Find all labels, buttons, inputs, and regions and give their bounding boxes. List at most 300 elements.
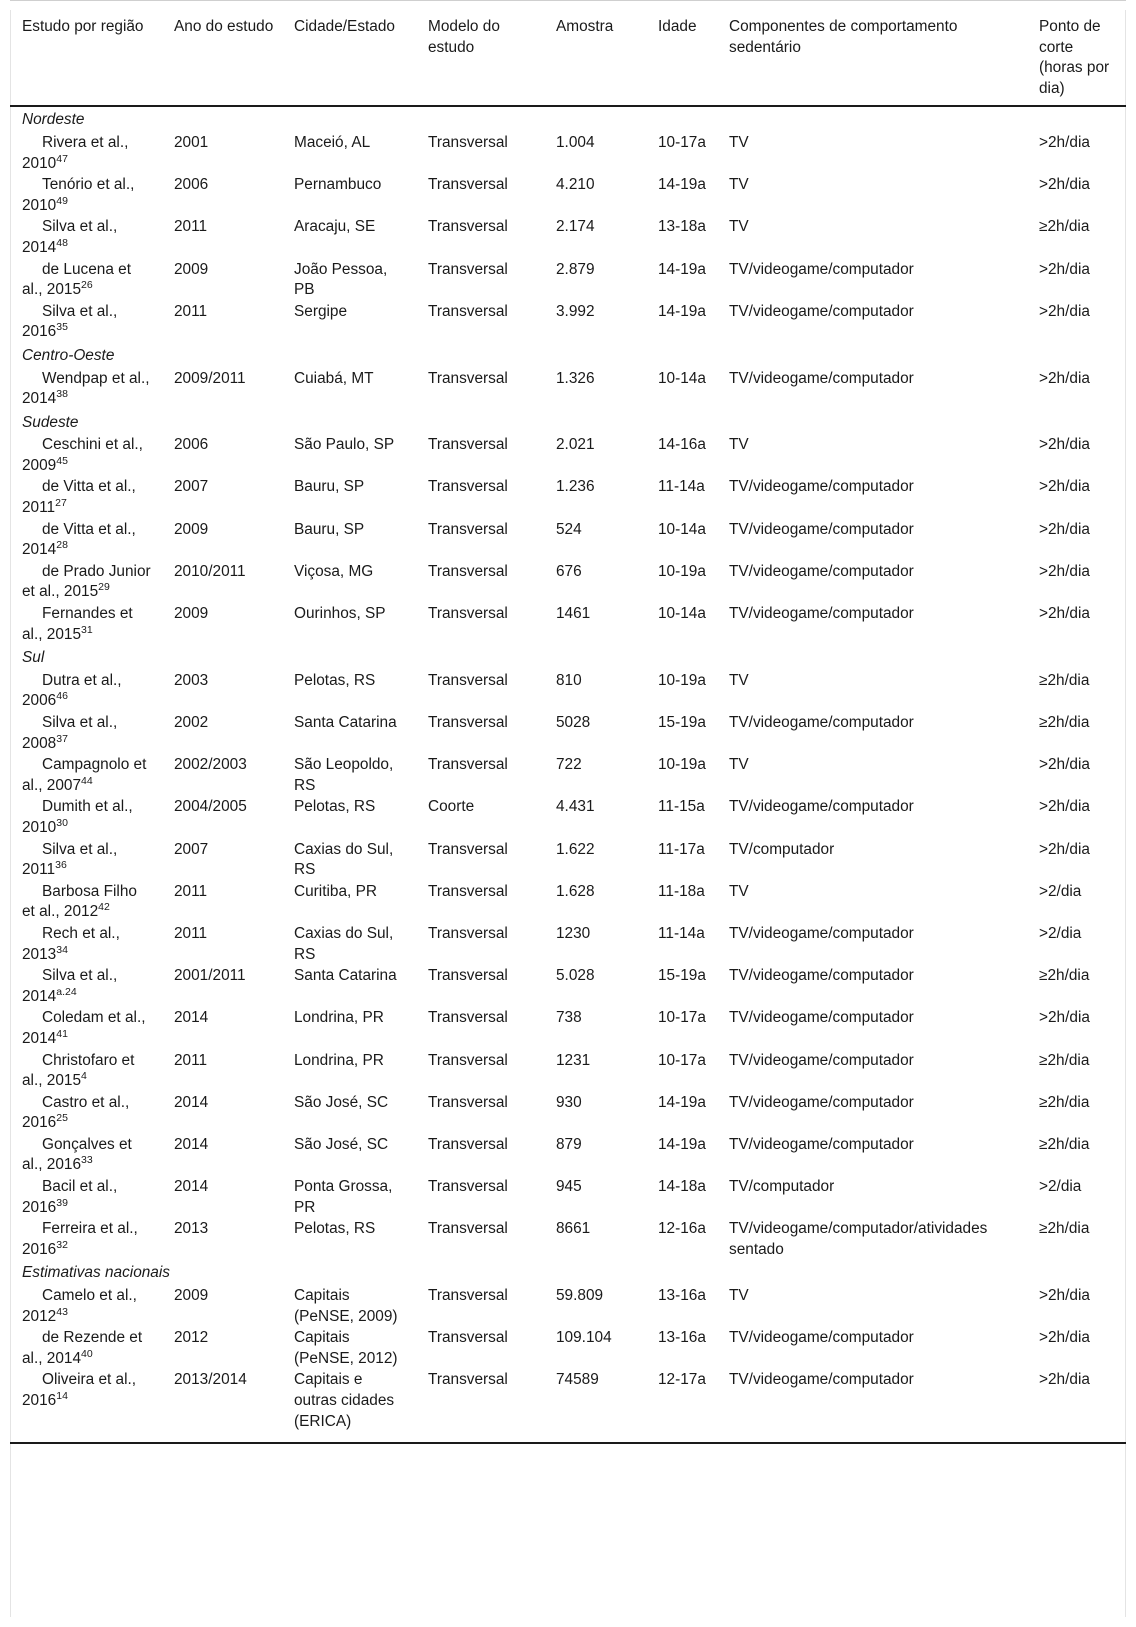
- cell-components: TV: [729, 176, 749, 194]
- cell-place: Cuiabá, MT: [294, 369, 374, 387]
- cell-model: Transversal: [428, 1135, 508, 1153]
- cell-age: 10-14a: [658, 369, 706, 387]
- cell-year: 2004/2005: [174, 798, 247, 816]
- cell-age: 14-19a: [658, 176, 706, 194]
- cell-age: 13-16a: [658, 1329, 706, 1347]
- cell-sample: 4.431: [556, 798, 595, 816]
- cell-place: Santa Catarina: [294, 967, 397, 985]
- cell-study: [10, 713, 162, 755]
- cell-place: Pelotas, RS: [294, 671, 376, 689]
- table-row: [10, 882, 1126, 924]
- cell-model: Transversal: [428, 176, 508, 194]
- header-place: Cidade/Estado: [282, 1, 416, 107]
- header-sample: Amostra: [544, 1, 646, 107]
- cell-study: [10, 1135, 162, 1177]
- cell-year: 2001/2011: [174, 967, 246, 985]
- header-year: Ano do estudo: [162, 1, 282, 107]
- study-citation: Silva et al., 2014: [22, 218, 118, 256]
- cell-place: Londrina, PR: [294, 1009, 384, 1027]
- cell-year: 2014: [174, 1093, 209, 1111]
- region-label: Centro-Oeste: [22, 346, 115, 364]
- cell-age: 10-14a: [658, 605, 706, 623]
- cell-components: TV/videogame/computador: [729, 1329, 914, 1347]
- reference-number: a.24: [56, 985, 77, 998]
- study-citation: Gonçalves et al., 2016: [22, 1135, 132, 1174]
- cell-year: 2002/2003: [174, 756, 247, 774]
- cell-sample: 2.021: [556, 436, 595, 454]
- table-row: [10, 966, 1126, 1008]
- cell-age: 11-15a: [658, 798, 705, 816]
- reference-number: 43: [56, 1305, 68, 1318]
- table-row: [10, 520, 1126, 562]
- cell-age: 15-19a: [658, 714, 706, 731]
- cell-study: [10, 217, 162, 259]
- cell-cutoff: ≥2h/dia: [1039, 714, 1090, 731]
- cell-year: 2011: [174, 924, 208, 942]
- cell-age: 11-18a: [658, 882, 705, 900]
- study-citation: de Rezende et al., 2014: [22, 1329, 143, 1367]
- cell-study: [10, 520, 162, 562]
- cell-model: Transversal: [428, 260, 508, 278]
- cell-cutoff: >2h/dia: [1039, 369, 1090, 387]
- cell-components: TV/computador: [729, 840, 835, 858]
- cell-year: 2013/2014: [162, 1370, 282, 1443]
- cell-components: TV/videogame/computador/atividades sentado: [729, 1220, 988, 1258]
- cell-components: TV/videogame/computador: [729, 714, 914, 731]
- cell-sample: 930: [556, 1093, 582, 1111]
- cell-place: São Leopoldo, RS: [294, 756, 394, 794]
- cell-study: [10, 840, 162, 882]
- cell-cutoff: >2h/dia: [1039, 478, 1090, 496]
- cell-place: Sergipe: [294, 302, 348, 320]
- table-row: [10, 260, 1126, 302]
- cell-model: Transversal: [428, 840, 508, 858]
- cell-model: Transversal: [428, 967, 508, 985]
- cell-age: 11-17a: [658, 840, 705, 858]
- reference-number: 29: [98, 581, 110, 594]
- cell-cutoff: ≥2h/dia: [1039, 1220, 1090, 1238]
- study-citation: Silva et al., 2016: [22, 302, 118, 341]
- cell-components: TV: [729, 218, 749, 236]
- study-citation: Rech et al., 2013: [22, 924, 120, 963]
- cell-age: 10-17a: [658, 1051, 706, 1069]
- region-row: [10, 1261, 1126, 1286]
- cell-model: Transversal: [428, 436, 508, 454]
- table-row: [10, 217, 1126, 259]
- table-row: [10, 1093, 1126, 1135]
- cell-age: 10-19a: [658, 671, 706, 689]
- cell-study: [10, 882, 162, 924]
- cell-place: Caxias do Sul, RS: [294, 840, 394, 879]
- cell-model: Transversal: [428, 671, 508, 689]
- cell-sample: 1461: [556, 605, 591, 623]
- cell-year: 2001: [174, 133, 209, 151]
- cell-year: 2003: [174, 671, 209, 689]
- cell-sample: 1230: [556, 924, 591, 942]
- region-label: Nordeste: [22, 111, 85, 129]
- cell-study: [10, 369, 162, 411]
- cell-model: Transversal: [428, 302, 508, 320]
- cell-model: Transversal: [428, 924, 508, 942]
- cell-sample: 524: [556, 520, 582, 538]
- cell-cutoff: >2h/dia: [1039, 302, 1090, 320]
- reference-number: 37: [56, 732, 68, 745]
- cell-study: [10, 671, 162, 713]
- cell-age: 12-16a: [658, 1220, 706, 1238]
- table-row: [10, 797, 1126, 839]
- cell-age: 10-19a: [658, 756, 706, 774]
- reference-number: 27: [55, 496, 67, 509]
- cell-sample: 810: [556, 671, 582, 689]
- cell-cutoff: >2h/dia: [1039, 260, 1090, 278]
- cell-sample: 74589: [544, 1370, 646, 1443]
- cell-year: 2007: [174, 840, 209, 858]
- study-citation: Campagnolo et al., 2007: [22, 756, 147, 794]
- cell-study: [10, 966, 162, 1008]
- study-citation: Dutra et al., 2006: [22, 671, 122, 710]
- studies-table-container: [10, 0, 1126, 1444]
- cell-year: 2011: [174, 218, 208, 236]
- cell-place: Ponta Grossa, PR: [294, 1178, 393, 1216]
- cell-cutoff: >2h/dia: [1039, 520, 1090, 538]
- cell-cutoff: >2h/dia: [1039, 1009, 1090, 1027]
- cell-sample: 109.104: [556, 1329, 612, 1347]
- cell-components: TV/videogame/computador: [729, 302, 914, 320]
- cell-components: TV/videogame/computador: [729, 967, 914, 985]
- header-cutoff: Ponto de corte (horas por dia): [1027, 1, 1126, 107]
- reference-number: 40: [81, 1347, 93, 1360]
- cell-components: TV/videogame/computador: [729, 1051, 914, 1069]
- table-row: [10, 1328, 1126, 1370]
- cell-sample: 8661: [556, 1220, 591, 1238]
- header-components: Componentes de comportamento sedentário: [717, 1, 1027, 107]
- cell-sample: 5.028: [556, 967, 595, 985]
- study-citation: de Lucena et al., 2015: [22, 260, 131, 299]
- cell-year: 2011: [174, 1051, 208, 1069]
- cell-cutoff: ≥2h/dia: [1039, 1135, 1090, 1153]
- cell-study: [10, 1051, 162, 1093]
- cell-components: TV/videogame/computador: [729, 260, 914, 278]
- cell-sample: 1.326: [556, 369, 595, 387]
- cell-year: 2014: [174, 1178, 209, 1196]
- cell-model: Transversal: [428, 882, 508, 900]
- cell-place: Curitiba, PR: [294, 882, 377, 900]
- cell-place: Capitais (PeNSE, 2012): [294, 1329, 398, 1367]
- cell-place: Aracaju, SE: [294, 218, 376, 236]
- table-body: [10, 106, 1126, 1443]
- table-row: [10, 671, 1126, 713]
- reference-number: 44: [81, 774, 93, 787]
- cell-age: 14-18a: [658, 1178, 706, 1196]
- cell-place: Bauru, SP: [294, 520, 365, 538]
- region-label: Estimativas nacionais: [22, 1264, 170, 1282]
- cell-model: Transversal: [428, 218, 508, 236]
- cell-cutoff: ≥2h/dia: [1039, 671, 1090, 689]
- study-citation: Coledam et al., 2014: [22, 1009, 146, 1047]
- cell-cutoff: >2h/dia: [1039, 176, 1090, 194]
- reference-number: 42: [98, 901, 110, 914]
- cell-model: Transversal: [428, 478, 508, 496]
- cell-sample: 1.622: [556, 840, 595, 858]
- cell-place: Bauru, SP: [294, 478, 365, 496]
- cell-age: 11-14a: [658, 924, 705, 942]
- studies-table: [10, 0, 1126, 1444]
- cell-components: TV/videogame/computador: [729, 1009, 914, 1027]
- study-citation: Fernandes et al., 2015: [22, 605, 133, 643]
- cell-sample: 1.004: [556, 133, 595, 151]
- cell-year: 2006: [174, 436, 209, 454]
- cell-model: Transversal: [428, 1178, 508, 1196]
- study-citation: Dumith et al., 2010: [22, 798, 133, 836]
- cell-place: Caxias do Sul, RS: [294, 924, 394, 963]
- cell-sample: 3.992: [556, 302, 595, 320]
- table-row: [10, 562, 1126, 604]
- cell-model: Transversal: [428, 756, 508, 774]
- cell-cutoff: >2/dia: [1039, 924, 1082, 942]
- table-header: [10, 1, 1126, 107]
- cell-place: São Paulo, SP: [294, 436, 395, 454]
- cell-year: 2010/2011: [174, 562, 246, 580]
- reference-number: 49: [56, 194, 68, 207]
- cell-age: 13-18a: [658, 218, 706, 236]
- cell-study: [10, 175, 162, 217]
- table-row: [10, 1051, 1126, 1093]
- cell-components: TV/videogame/computador: [717, 1370, 1027, 1443]
- cell-study: [10, 1219, 162, 1261]
- cell-age: 14-19a: [658, 260, 706, 278]
- cell-components: TV: [729, 671, 749, 689]
- cell-study: [10, 1328, 162, 1370]
- table-row: [10, 1370, 1126, 1443]
- cell-model: Transversal: [428, 1009, 508, 1027]
- study-citation: Rivera et al., 2010: [22, 133, 129, 172]
- reference-number: 4: [81, 1069, 87, 1082]
- cell-model: Coorte: [428, 798, 475, 816]
- study-citation: Ferreira et al., 2016: [22, 1220, 138, 1258]
- cell-components: TV/videogame/computador: [729, 1093, 914, 1111]
- study-citation: de Prado Junior et al., 2015: [22, 562, 151, 601]
- table-row: [10, 435, 1126, 477]
- cell-components: TV/videogame/computador: [729, 605, 914, 623]
- cell-place: Maceió, AL: [294, 133, 371, 151]
- cell-sample: 1.236: [556, 478, 595, 496]
- cell-study: [10, 562, 162, 604]
- cell-model: Transversal: [428, 1051, 508, 1069]
- study-citation: Silva et al., 2008: [22, 714, 118, 752]
- study-citation: Barbosa Filho et al., 2012: [22, 882, 137, 921]
- reference-number: 39: [56, 1196, 68, 1209]
- reference-number: 30: [56, 816, 68, 829]
- reference-number: 46: [56, 690, 68, 703]
- cell-age: 10-17a: [658, 1009, 706, 1027]
- table-row: [10, 477, 1126, 519]
- cell-age: 14-19a: [658, 302, 706, 320]
- region-row: [10, 411, 1126, 436]
- cell-age: 12-17a: [646, 1370, 717, 1443]
- table-row: [10, 604, 1126, 646]
- cell-model: Transversal: [428, 1329, 508, 1347]
- cell-year: 2011: [174, 302, 208, 320]
- table-row: [10, 1286, 1126, 1328]
- cell-components: TV/videogame/computador: [729, 924, 914, 942]
- cell-model: Transversal: [428, 562, 508, 580]
- reference-number: 26: [81, 279, 93, 291]
- reference-number: 31: [81, 623, 93, 636]
- cell-age: 10-14a: [658, 520, 706, 538]
- cell-cutoff: >2h/dia: [1039, 133, 1090, 151]
- study-citation: Christofaro et al., 2015: [22, 1051, 135, 1090]
- table-row: [10, 1135, 1126, 1177]
- cell-sample: 676: [556, 562, 582, 580]
- cell-year: 2011: [174, 882, 208, 900]
- cell-age: 10-19a: [658, 562, 706, 580]
- cell-place: Pernambuco: [294, 176, 382, 194]
- cell-components: TV/videogame/computador: [729, 1135, 914, 1153]
- cell-place: Pelotas, RS: [294, 798, 376, 816]
- cell-year: 2014: [174, 1009, 209, 1027]
- cell-place: Londrina, PR: [294, 1051, 384, 1069]
- cell-study: [10, 477, 162, 519]
- cell-cutoff: >2h/dia: [1039, 1287, 1090, 1305]
- cell-study: [10, 1286, 162, 1328]
- cell-model: Transversal: [428, 605, 508, 623]
- reference-number: 48: [56, 236, 68, 249]
- cell-study: [10, 1093, 162, 1135]
- cell-year: 2009: [174, 520, 209, 538]
- cell-components: TV: [729, 882, 749, 900]
- cell-components: TV: [729, 756, 749, 774]
- cell-model: Transversal: [416, 1370, 544, 1443]
- cell-study: [10, 1008, 162, 1050]
- cell-cutoff: >2/dia: [1039, 882, 1082, 900]
- region-row: [10, 646, 1126, 671]
- cell-components: TV/videogame/computador: [729, 798, 914, 816]
- header-age: Idade: [646, 1, 717, 107]
- cell-age: 14-19a: [658, 1135, 706, 1153]
- reference-number: 28: [56, 539, 68, 552]
- cell-cutoff: >2/dia: [1039, 1178, 1082, 1196]
- study-citation: Camelo et al., 2012: [22, 1287, 137, 1325]
- cell-components: TV/videogame/computador: [729, 369, 914, 387]
- cell-study: [10, 260, 162, 302]
- cell-sample: 59.809: [556, 1287, 604, 1305]
- cell-year: 2009: [174, 605, 209, 623]
- cell-place: Viçosa, MG: [294, 562, 374, 580]
- cell-cutoff: >2h/dia: [1039, 1329, 1090, 1347]
- reference-number: 41: [56, 1027, 68, 1040]
- cell-sample: 5028: [556, 714, 591, 731]
- cell-sample: 722: [556, 756, 582, 774]
- cell-components: TV: [729, 1287, 749, 1305]
- table-row: [10, 924, 1126, 966]
- cell-sample: 738: [556, 1009, 582, 1027]
- table-row: [10, 133, 1126, 175]
- reference-number: 33: [81, 1154, 93, 1167]
- reference-number: 34: [56, 943, 68, 956]
- cell-model: Transversal: [428, 133, 508, 151]
- cell-year: 2014: [174, 1135, 209, 1153]
- reference-number: 35: [56, 321, 68, 334]
- cell-sample: 4.210: [556, 176, 595, 194]
- cell-year: 2007: [174, 478, 209, 496]
- cell-components: TV: [729, 436, 749, 454]
- cell-age: 10-17a: [658, 133, 706, 151]
- cell-year: 2012: [174, 1329, 209, 1347]
- cell-year: 2009: [174, 260, 209, 278]
- region-label: Sudeste: [22, 413, 79, 431]
- cell-age: 14-16a: [658, 436, 706, 454]
- cell-sample: 879: [556, 1135, 582, 1153]
- cell-cutoff: ≥2h/dia: [1039, 1051, 1090, 1069]
- study-citation: Tenório et al., 2010: [22, 176, 135, 214]
- cell-cutoff: >2h/dia: [1039, 756, 1090, 774]
- cell-place: Santa Catarina: [294, 714, 397, 731]
- cell-cutoff: ≥2h/dia: [1039, 1093, 1090, 1111]
- cell-study: [10, 133, 162, 175]
- cell-cutoff: >2h/dia: [1039, 562, 1090, 580]
- cell-sample: 1.628: [556, 882, 595, 900]
- table-row: [10, 369, 1126, 411]
- study-citation: Silva et al., 2014: [22, 967, 118, 1005]
- study-citation: Bacil et al., 2016: [22, 1178, 118, 1216]
- cell-place: Pelotas, RS: [294, 1220, 376, 1238]
- cell-study: [10, 755, 162, 797]
- table-row: [10, 1008, 1126, 1050]
- cell-model: Transversal: [428, 1287, 508, 1305]
- cell-cutoff: ≥2h/dia: [1039, 218, 1090, 236]
- cell-model: Transversal: [428, 714, 508, 731]
- reference-number: 32: [56, 1238, 68, 1251]
- region-row: [10, 344, 1126, 369]
- cell-study: [10, 604, 162, 646]
- cell-study: [10, 302, 162, 344]
- cell-components: TV: [729, 133, 749, 151]
- table-row: [10, 755, 1126, 797]
- cell-model: Transversal: [428, 369, 508, 387]
- table-row: [10, 840, 1126, 882]
- cell-year: 2006: [174, 176, 209, 194]
- cell-cutoff: ≥2h/dia: [1039, 967, 1090, 985]
- cell-year: 2002: [174, 714, 209, 731]
- cell-age: 11-14a: [658, 478, 705, 496]
- region-label: Sul: [22, 649, 45, 667]
- study-citation: de Vitta et al., 2014: [22, 520, 136, 559]
- cell-cutoff: >2h/dia: [1039, 436, 1090, 454]
- reference-number: 36: [55, 859, 67, 872]
- cell-place: Capitais (PeNSE, 2009): [294, 1287, 398, 1325]
- cell-cutoff: >2h/dia: [1027, 1370, 1126, 1443]
- header-model: Modelo do estudo: [416, 1, 544, 107]
- cell-place: São José, SC: [294, 1135, 389, 1153]
- cell-age: 13-16a: [658, 1287, 706, 1305]
- reference-number: 45: [56, 454, 68, 467]
- header-row: [10, 1, 1126, 107]
- table-row: [10, 302, 1126, 344]
- cell-study: [10, 797, 162, 839]
- reference-number: 25: [56, 1112, 68, 1125]
- cell-components: TV/videogame/computador: [729, 478, 914, 496]
- cell-age: 15-19a: [658, 967, 706, 985]
- cell-cutoff: >2h/dia: [1039, 798, 1090, 816]
- region-row: [10, 106, 1126, 133]
- cell-cutoff: >2h/dia: [1039, 605, 1090, 623]
- cell-sample: 2.174: [556, 218, 595, 236]
- reference-number: 14: [56, 1389, 68, 1402]
- cell-study: [10, 1177, 162, 1219]
- table-row: [10, 1177, 1126, 1219]
- cell-year: 2013: [174, 1220, 209, 1238]
- cell-components: TV/videogame/computador: [729, 562, 914, 580]
